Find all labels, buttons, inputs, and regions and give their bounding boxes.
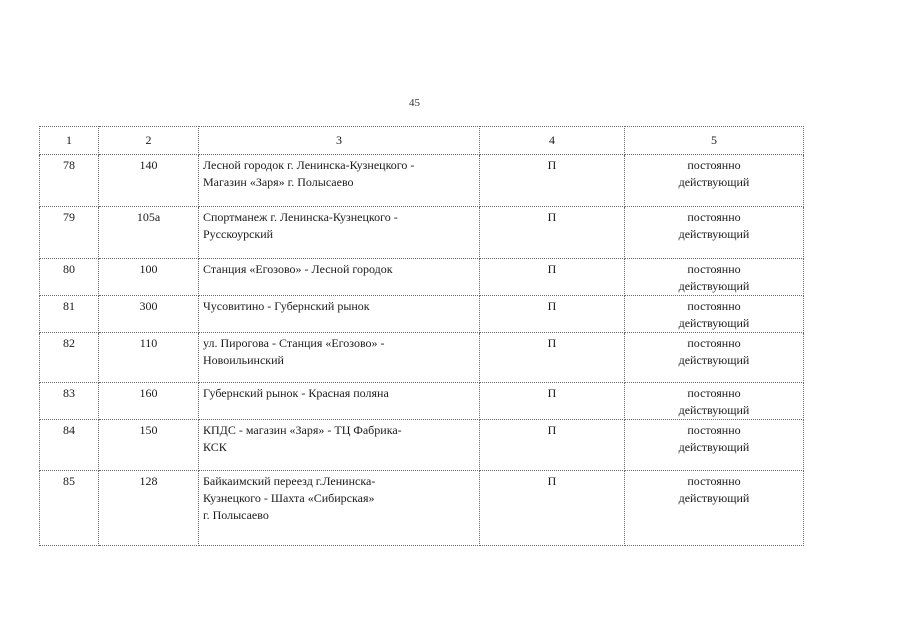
route-name-line: Чусовитино - Губернский рынок: [203, 299, 370, 313]
table-header-row: [40, 127, 804, 155]
route-mode-line: постоянно: [687, 158, 741, 172]
route-mode-line: постоянно: [687, 336, 741, 350]
route-mode-line: постоянно: [687, 299, 741, 313]
route-mode-line: действующий: [678, 491, 750, 505]
route-mode-line: действующий: [678, 316, 750, 330]
route-code-cell: 150: [99, 420, 199, 471]
route-mode-line: действующий: [678, 403, 750, 417]
route-name-cell: [199, 383, 480, 420]
column-header-1: 1: [40, 127, 99, 155]
route-mode-line: постоянно: [687, 474, 741, 488]
column-header-5: 5: [625, 127, 804, 155]
route-name-cell: [199, 333, 480, 383]
route-code-cell: 105а: [99, 207, 199, 259]
column-header-3: 3: [199, 127, 480, 155]
column-header-4: 4: [480, 127, 625, 155]
route-name-line: КСК: [203, 440, 227, 454]
route-name-line: Новоильинский: [203, 353, 284, 367]
route-name-line: г. Полысаево: [203, 508, 269, 522]
route-name-cell: [199, 155, 480, 207]
route-mode-cell: [625, 420, 804, 471]
route-mode-cell: [625, 383, 804, 420]
route-type-cell: П: [480, 296, 625, 333]
route-code-cell: 300: [99, 296, 199, 333]
page-number: 45: [409, 97, 420, 109]
route-code-cell: 160: [99, 383, 199, 420]
route-mode-line: постоянно: [687, 386, 741, 400]
route-name-line: ул. Пирогова - Станция «Егозово» -: [203, 336, 385, 350]
route-mode-cell: [625, 207, 804, 259]
route-type-cell: П: [480, 333, 625, 383]
table-row: [40, 207, 804, 259]
route-name-line: Байкаимский переезд г.Ленинска-: [203, 474, 376, 488]
route-code-cell: 100: [99, 259, 199, 296]
table-body: [40, 155, 804, 546]
route-mode-line: действующий: [678, 353, 750, 367]
route-type-cell: П: [480, 207, 625, 259]
route-name-line: Спортманеж г. Ленинска-Кузнецкого -: [203, 210, 398, 224]
routes-table: [39, 126, 804, 546]
route-type-cell: П: [480, 383, 625, 420]
row-number-cell: 84: [40, 420, 99, 471]
route-mode-line: действующий: [678, 175, 750, 189]
route-type-cell: П: [480, 155, 625, 207]
row-number-cell: 81: [40, 296, 99, 333]
route-mode-cell: [625, 296, 804, 333]
route-code-cell: 128: [99, 471, 199, 546]
route-mode-cell: [625, 333, 804, 383]
route-name-line: Магазин «Заря» г. Полысаево: [203, 175, 354, 189]
route-name-line: Русскоурский: [203, 227, 274, 241]
route-mode-line: постоянно: [687, 262, 741, 276]
row-number-cell: 83: [40, 383, 99, 420]
row-number-cell: 85: [40, 471, 99, 546]
table-row: [40, 296, 804, 333]
route-name-line: Губернский рынок - Красная поляна: [203, 386, 389, 400]
route-type-cell: П: [480, 420, 625, 471]
route-mode-line: действующий: [678, 279, 750, 293]
route-mode-line: постоянно: [687, 423, 741, 437]
row-number-cell: 82: [40, 333, 99, 383]
route-code-cell: 140: [99, 155, 199, 207]
route-mode-line: действующий: [678, 440, 750, 454]
route-mode-cell: [625, 259, 804, 296]
route-name-cell: [199, 259, 480, 296]
table-row: [40, 471, 804, 546]
table-row: [40, 333, 804, 383]
row-number-cell: 79: [40, 207, 99, 259]
row-number-cell: 80: [40, 259, 99, 296]
route-name-line: Станция «Егозово» - Лесной городок: [203, 262, 393, 276]
route-name-line: Лесной городок г. Ленинска-Кузнецкого -: [203, 158, 415, 172]
route-type-cell: П: [480, 259, 625, 296]
route-type-cell: П: [480, 471, 625, 546]
column-header-2: 2: [99, 127, 199, 155]
table-row: [40, 155, 804, 207]
route-mode-cell: [625, 471, 804, 546]
route-mode-line: действующий: [678, 227, 750, 241]
route-name-line: КПДС - магазин «Заря» - ТЦ Фабрика-: [203, 423, 402, 437]
route-name-cell: [199, 296, 480, 333]
table-row: [40, 383, 804, 420]
table-row: [40, 420, 804, 471]
route-name-cell: [199, 471, 480, 546]
route-name-cell: [199, 207, 480, 259]
route-mode-line: постоянно: [687, 210, 741, 224]
table-row: [40, 259, 804, 296]
route-name-line: Кузнецкого - Шахта «Сибирская»: [203, 491, 375, 505]
route-name-cell: [199, 420, 480, 471]
route-mode-cell: [625, 155, 804, 207]
row-number-cell: 78: [40, 155, 99, 207]
route-code-cell: 110: [99, 333, 199, 383]
